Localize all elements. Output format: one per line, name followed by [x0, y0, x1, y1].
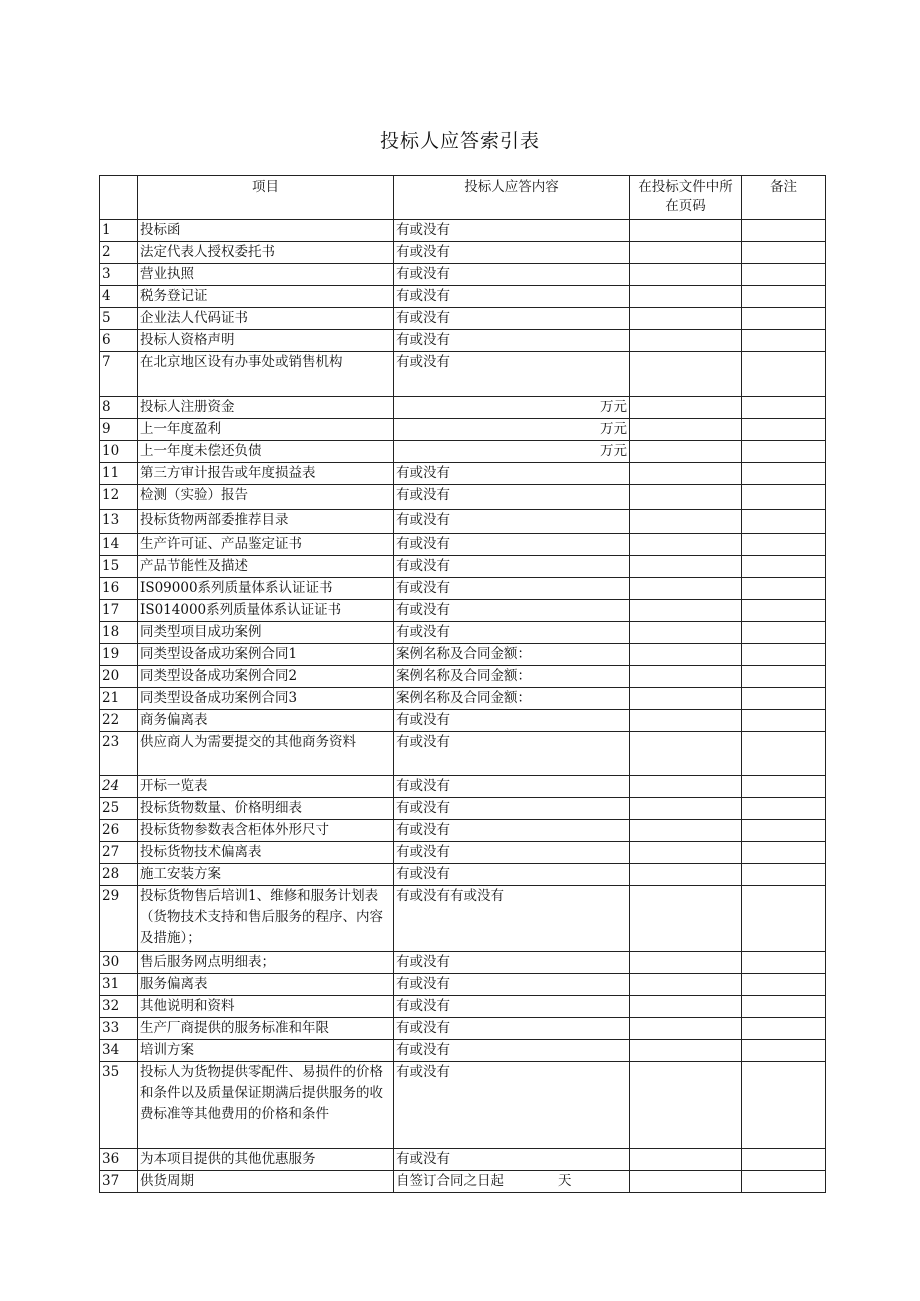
table-row: [100, 352, 826, 397]
table-row: [100, 1018, 826, 1040]
table-row: [100, 842, 826, 864]
row-content: 有或没有: [394, 798, 630, 820]
row-item: 投标人注册资金: [138, 397, 394, 419]
table-row: [100, 463, 826, 485]
row-page: [630, 485, 742, 510]
row-num: 3: [100, 264, 138, 286]
header-note: 备注: [742, 176, 826, 220]
row-item: 第三方审计报告或年度损益表: [138, 463, 394, 485]
table-row: [100, 798, 826, 820]
row-item: 企业法人代码证书: [138, 308, 394, 330]
row-content: 有或没有: [394, 534, 630, 556]
table-row: [100, 1062, 826, 1149]
row-item: 同类型设备成功案例合同2: [138, 666, 394, 688]
row-item: 其他说明和资料: [138, 996, 394, 1018]
row-note: [742, 556, 826, 578]
row-note: [742, 864, 826, 886]
row-num: 36: [100, 1149, 138, 1171]
row-page: [630, 644, 742, 666]
row-page: [630, 974, 742, 996]
row-item: 在北京地区设有办事处或销售机构: [138, 352, 394, 397]
row-page: [630, 600, 742, 622]
row-item: 投标人资格声明: [138, 330, 394, 352]
row-num: 10: [100, 441, 138, 463]
row-page: [630, 510, 742, 534]
row-num: 11: [100, 463, 138, 485]
row-item: 营业执照: [138, 264, 394, 286]
row-page: [630, 242, 742, 264]
row-note: [742, 264, 826, 286]
row-item: 为本项目提供的其他优惠服务: [138, 1149, 394, 1171]
table-row: [100, 732, 826, 776]
row-page: [630, 798, 742, 820]
row-content: 有或没有: [394, 1062, 630, 1149]
row-item: 投标货物两部委推荐目录: [138, 510, 394, 534]
row-page: [630, 463, 742, 485]
row-num: 6: [100, 330, 138, 352]
row-content: 有或没有: [394, 308, 630, 330]
row-item: 投标货物技术偏离表: [138, 842, 394, 864]
row-note: [742, 330, 826, 352]
row-note: [742, 798, 826, 820]
row-page: [630, 330, 742, 352]
table-row: [100, 666, 826, 688]
row-note: [742, 1018, 826, 1040]
row-num: 4: [100, 286, 138, 308]
table-row: [100, 952, 826, 974]
row-item: 税务登记证: [138, 286, 394, 308]
row-content: 有或没有: [394, 556, 630, 578]
header-content: 投标人应答内容: [394, 176, 630, 220]
row-num: 35: [100, 1062, 138, 1149]
row-page: [630, 820, 742, 842]
row-item: 生产厂商提供的服务标准和年限: [138, 1018, 394, 1040]
row-page: [630, 776, 742, 798]
row-page: [630, 1149, 742, 1171]
row-note: [742, 688, 826, 710]
row-num: 17: [100, 600, 138, 622]
row-page: [630, 286, 742, 308]
row-note: [742, 242, 826, 264]
row-page: [630, 710, 742, 732]
row-content: 有或没有: [394, 974, 630, 996]
row-page: [630, 732, 742, 776]
row-page: [630, 397, 742, 419]
row-num: 25: [100, 798, 138, 820]
row-num: 15: [100, 556, 138, 578]
row-num: 1: [100, 220, 138, 242]
row-content: 有或没有: [394, 1018, 630, 1040]
row-content: [394, 1171, 630, 1193]
row-num: 32: [100, 996, 138, 1018]
table-row: [100, 996, 826, 1018]
row-content: 有或没有: [394, 510, 630, 534]
row-content: 有或没有: [394, 776, 630, 798]
table-row: [100, 397, 826, 419]
row-note: [742, 666, 826, 688]
row-page: [630, 666, 742, 688]
row-item: 生产许可证、产品鉴定证书: [138, 534, 394, 556]
row-note: [742, 710, 826, 732]
row-num: 24: [100, 776, 138, 798]
row-note: [742, 842, 826, 864]
row-content: 有或没有: [394, 842, 630, 864]
table-row: [100, 622, 826, 644]
row-item: 上一年度盈利: [138, 419, 394, 441]
table-row: [100, 710, 826, 732]
row-item: 培训方案: [138, 1040, 394, 1062]
row-page: [630, 1018, 742, 1040]
row-page: [630, 264, 742, 286]
row-note: [742, 441, 826, 463]
row-page: [630, 534, 742, 556]
row-note: [742, 732, 826, 776]
row-content: 万元: [394, 397, 630, 419]
row-note: [742, 419, 826, 441]
row-note: [742, 308, 826, 330]
row-content: 万元: [394, 419, 630, 441]
row-note: [742, 644, 826, 666]
row-content: 有或没有: [394, 622, 630, 644]
header-item: 项目: [138, 176, 394, 220]
row-content: 案例名称及合同金额：: [394, 644, 630, 666]
table-row: [100, 688, 826, 710]
row-item: IS09000系列质量体系认证证书: [138, 578, 394, 600]
row-content: 案例名称及合同金额：: [394, 666, 630, 688]
row-note: [742, 996, 826, 1018]
row-content: 有或没有有或没有: [394, 886, 630, 952]
row-num: 26: [100, 820, 138, 842]
row-note: [742, 220, 826, 242]
row-note: [742, 1149, 826, 1171]
row-num: 23: [100, 732, 138, 776]
row-page: [630, 952, 742, 974]
row-content: 有或没有: [394, 264, 630, 286]
row-num: 29: [100, 886, 138, 952]
row-note: [742, 1062, 826, 1149]
table-row: [100, 644, 826, 666]
supply-period-unit: 天: [558, 1173, 572, 1189]
row-note: [742, 352, 826, 397]
row-item: 施工安装方案: [138, 864, 394, 886]
row-page: [630, 352, 742, 397]
table-row: [100, 600, 826, 622]
row-item: 检测（实验）报告: [138, 485, 394, 510]
row-content: 有或没有: [394, 485, 630, 510]
row-num: 9: [100, 419, 138, 441]
row-page: [630, 688, 742, 710]
row-note: [742, 1171, 826, 1193]
row-num: 30: [100, 952, 138, 974]
row-note: [742, 510, 826, 534]
row-item: 同类型设备成功案例合同1: [138, 644, 394, 666]
row-page: [630, 1062, 742, 1149]
header-num: [100, 176, 138, 220]
row-page: [630, 220, 742, 242]
row-item: 供货周期: [138, 1171, 394, 1193]
table-row: [100, 441, 826, 463]
row-note: [742, 974, 826, 996]
row-content: 有或没有: [394, 864, 630, 886]
row-item: 投标人为货物提供零配件、易损件的价格和条件以及质量保证期满后提供服务的收费标准等其他费用的价格和条件: [138, 1062, 394, 1149]
row-content: 有或没有: [394, 463, 630, 485]
row-note: [742, 600, 826, 622]
row-num: 2: [100, 242, 138, 264]
row-page: [630, 842, 742, 864]
table-row: [100, 556, 826, 578]
row-note: [742, 820, 826, 842]
table-row: [100, 242, 826, 264]
table-row: [100, 974, 826, 996]
row-note: [742, 886, 826, 952]
row-content: 有或没有: [394, 820, 630, 842]
table-row: [100, 330, 826, 352]
row-item: 产品节能性及描述: [138, 556, 394, 578]
table-row: [100, 286, 826, 308]
page-title: 投标人应答索引表: [379, 130, 540, 152]
row-num: 7: [100, 352, 138, 397]
table-row: [100, 220, 826, 242]
row-item: 法定代表人授权委托书: [138, 242, 394, 264]
row-item: 服务偏离表: [138, 974, 394, 996]
row-num: 27: [100, 842, 138, 864]
row-num: 20: [100, 666, 138, 688]
table-row: [100, 864, 826, 886]
row-item: 投标货物参数表含柜体外形尺寸: [138, 820, 394, 842]
row-note: [742, 397, 826, 419]
row-num: 8: [100, 397, 138, 419]
table-row: [100, 419, 826, 441]
row-content: 有或没有: [394, 352, 630, 397]
row-num: 37: [100, 1171, 138, 1193]
row-note: [742, 286, 826, 308]
row-note: [742, 534, 826, 556]
row-page: [630, 1040, 742, 1062]
row-num: 14: [100, 534, 138, 556]
row-note: [742, 622, 826, 644]
row-page: [630, 1171, 742, 1193]
row-page: [630, 886, 742, 952]
row-content: 有或没有: [394, 330, 630, 352]
row-item: 售后服务网点明细表；: [138, 952, 394, 974]
table-row: [100, 886, 826, 952]
row-num: 22: [100, 710, 138, 732]
table-header-row: [100, 176, 826, 220]
row-num: 28: [100, 864, 138, 886]
row-num: 13: [100, 510, 138, 534]
table-row: [100, 1149, 826, 1171]
row-page: [630, 419, 742, 441]
row-num: 12: [100, 485, 138, 510]
row-page: [630, 441, 742, 463]
table-row: [100, 1171, 826, 1193]
row-item: 上一年度未偿还负债: [138, 441, 394, 463]
row-item: 供应商人为需要提交的其他商务资料: [138, 732, 394, 776]
row-content: 有或没有: [394, 220, 630, 242]
row-note: [742, 485, 826, 510]
row-page: [630, 864, 742, 886]
row-note: [742, 578, 826, 600]
row-item: 商务偏离表: [138, 710, 394, 732]
table-row: [100, 820, 826, 842]
row-num: 5: [100, 308, 138, 330]
row-note: [742, 952, 826, 974]
row-page: [630, 578, 742, 600]
row-content: 万元: [394, 441, 630, 463]
table-row: [100, 264, 826, 286]
row-item: 投标函: [138, 220, 394, 242]
row-item: IS014000系列质量体系认证证书: [138, 600, 394, 622]
row-content: 有或没有: [394, 286, 630, 308]
row-item: 同类型设备成功案例合同3: [138, 688, 394, 710]
row-content: 有或没有: [394, 710, 630, 732]
table-row: [100, 534, 826, 556]
row-page: [630, 556, 742, 578]
row-content: 有或没有: [394, 1149, 630, 1171]
row-item: 开标一览表: [138, 776, 394, 798]
row-note: [742, 1040, 826, 1062]
table-row: [100, 776, 826, 798]
row-num: 18: [100, 622, 138, 644]
row-page: [630, 622, 742, 644]
supply-period-text: 自签订合同之日起: [396, 1173, 504, 1189]
row-content: 案例名称及合同金额：: [394, 688, 630, 710]
row-content: 有或没有: [394, 600, 630, 622]
table-row: [100, 1040, 826, 1062]
table-row: [100, 578, 826, 600]
response-index-table: [99, 175, 826, 1193]
row-content: 有或没有: [394, 952, 630, 974]
row-num: 34: [100, 1040, 138, 1062]
table-row: [100, 308, 826, 330]
row-num: 31: [100, 974, 138, 996]
row-num: 16: [100, 578, 138, 600]
table-row: [100, 485, 826, 510]
row-content: 有或没有: [394, 578, 630, 600]
row-item: 同类型项目成功案例: [138, 622, 394, 644]
row-num: 33: [100, 1018, 138, 1040]
row-content: 有或没有: [394, 732, 630, 776]
row-num: 21: [100, 688, 138, 710]
row-page: [630, 308, 742, 330]
row-content: 有或没有: [394, 996, 630, 1018]
row-item: 投标货物数量、价格明细表: [138, 798, 394, 820]
header-page: 在投标文件中所在页码: [630, 176, 742, 220]
row-page: [630, 996, 742, 1018]
row-note: [742, 463, 826, 485]
row-content: 有或没有: [394, 242, 630, 264]
row-content: 有或没有: [394, 1040, 630, 1062]
table-row: [100, 510, 826, 534]
row-note: [742, 776, 826, 798]
row-num: 19: [100, 644, 138, 666]
row-item: 投标货物售后培训1、维修和服务计划表（货物技术支持和售后服务的程序、内容及措施）；: [138, 886, 394, 952]
